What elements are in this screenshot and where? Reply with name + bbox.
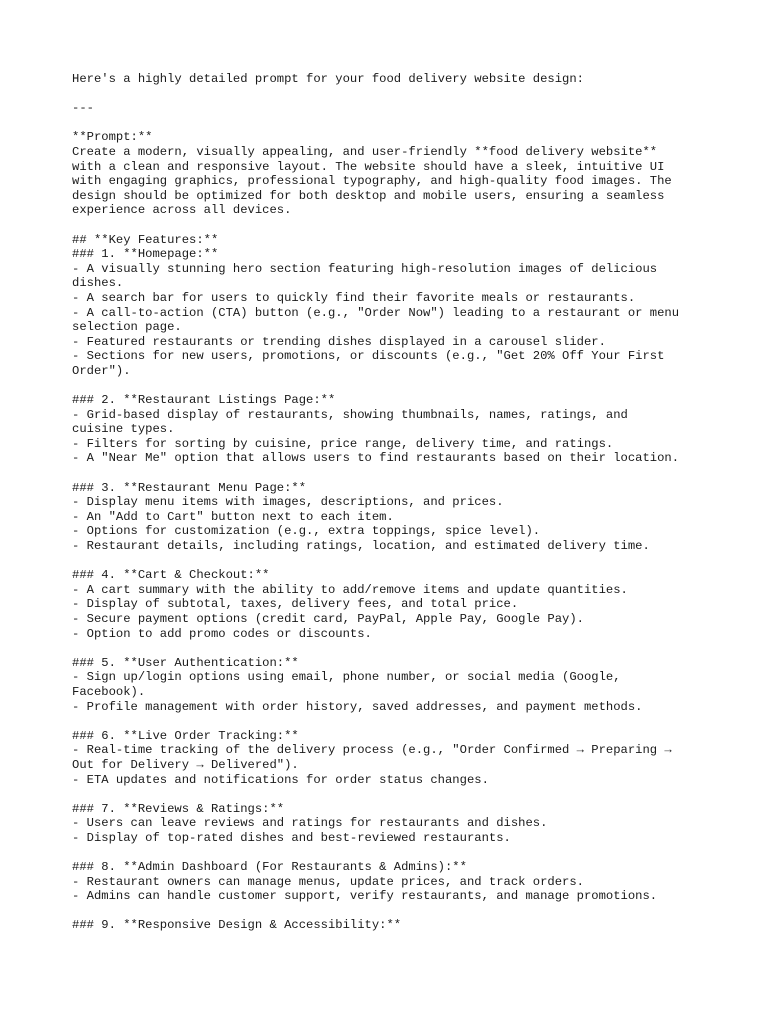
- subsection-heading-menu: ### 3. **Restaurant Menu Page:**: [72, 480, 307, 495]
- list-item: - A call-to-action (CTA) button (e.g., "Order Now") leading to a restaurant or menu: [72, 305, 680, 320]
- list-item-continuation: dishes.: [72, 276, 124, 291]
- list-item: - Users can leave reviews and ratings for restaurants and dishes.: [72, 816, 548, 831]
- list-item: - Sign up/login options using email, phone number, or social media (Google,: [72, 670, 621, 685]
- subsection-heading-auth: ### 5. **User Authentication:**: [72, 655, 299, 670]
- blank-line: [72, 554, 712, 569]
- prompt-text-line: design should be optimized for both desktop and mobile users, ensuring a seamless: [72, 188, 665, 203]
- list-item-continuation: Facebook).: [72, 684, 146, 699]
- blank-line: [72, 845, 712, 860]
- list-item: - Filters for sorting by cuisine, price range, delivery time, and ratings.: [72, 436, 614, 451]
- list-item: - A search bar for users to quickly find their favorite meals or restaurants.: [72, 290, 636, 305]
- list-item: - A visually stunning hero section featuring high-resolution images of delicious: [72, 261, 658, 276]
- list-item: - Sections for new users, promotions, or discounts (e.g., "Get 20% Off Your First: [72, 349, 665, 364]
- list-item: - Restaurant details, including ratings, location, and estimated delivery time.: [72, 539, 650, 553]
- blank-line: [72, 466, 712, 481]
- list-item: - Display menu items with images, descriptions, and prices.: [72, 495, 504, 510]
- list-item: - Options for customization (e.g., extra toppings, spice level).: [72, 524, 541, 539]
- blank-line: [72, 641, 712, 656]
- list-item: - An "Add to Cart" button next to each item.: [72, 509, 394, 524]
- list-item: - Display of top-rated dishes and best-reviewed restaurants.: [72, 830, 511, 845]
- subsection-heading-reviews: ### 7. **Reviews & Ratings:**: [72, 801, 285, 816]
- list-item: - Real-time tracking of the delivery process (e.g., "Order Confirmed → Preparing →: [72, 743, 672, 758]
- prompt-text-line: with a clean and responsive layout. The website should have a sleek, intuitive UI: [72, 159, 665, 174]
- blank-line: [72, 714, 712, 729]
- separator-line: ---: [72, 101, 94, 116]
- blank-line: [72, 116, 712, 131]
- list-item-continuation: cuisine types.: [72, 422, 175, 437]
- subsection-heading-responsive: ### 9. **Responsive Design & Accessibility:**: [72, 918, 402, 933]
- blank-line: [72, 787, 712, 802]
- list-item: - Featured restaurants or trending dishes displayed in a carousel slider.: [72, 334, 606, 349]
- subsection-heading-cart: ### 4. **Cart & Checkout:**: [72, 568, 270, 583]
- list-item: - Grid-based display of restaurants, showing thumbnails, names, ratings, and: [72, 407, 628, 422]
- list-item: - Profile management with order history, saved addresses, and payment methods.: [72, 699, 643, 714]
- list-item-continuation: Out for Delivery → Delivered").: [72, 757, 299, 772]
- prompt-text-line: experience across all devices.: [72, 203, 292, 218]
- list-item: - Secure payment options (credit card, PayPal, Apple Pay, Google Pay).: [72, 611, 584, 626]
- prompt-text-line: Create a modern, visually appealing, and user-friendly **food delivery website**: [72, 144, 658, 159]
- list-item: - Restaurant owners can manage menus, update prices, and track orders.: [72, 874, 584, 889]
- subsection-heading-homepage: ### 1. **Homepage:**: [72, 247, 219, 262]
- blank-line: [72, 87, 712, 102]
- list-item: - Admins can handle customer support, verify restaurants, and manage promotions.: [72, 889, 658, 904]
- prompt-text-line: with engaging graphics, professional typography, and high-quality food images. The: [72, 174, 672, 189]
- prompt-heading: **Prompt:**: [72, 130, 153, 145]
- subsection-heading-listings: ### 2. **Restaurant Listings Page:**: [72, 393, 336, 408]
- list-item: - A cart summary with the ability to add/remove items and update quantities.: [72, 582, 628, 597]
- list-item: - A "Near Me" option that allows users to find restaurants based on their location.: [72, 451, 680, 466]
- blank-line: [72, 378, 712, 393]
- blank-line: [72, 904, 712, 919]
- blank-line: [72, 218, 712, 233]
- subsection-heading-admin: ### 8. **Admin Dashboard (For Restaurants & Admins):**: [72, 860, 467, 875]
- intro-line: Here's a highly detailed prompt for your food delivery website design:: [72, 72, 584, 86]
- list-item: - Display of subtotal, taxes, delivery fees, and total price.: [72, 597, 519, 612]
- section-heading: ## **Key Features:**: [72, 232, 219, 247]
- list-item: - Option to add promo codes or discounts.: [72, 626, 372, 641]
- list-item-continuation: Order").: [72, 363, 131, 378]
- list-item: - ETA updates and notifications for order status changes.: [72, 772, 489, 787]
- list-item-continuation: selection page.: [72, 320, 182, 335]
- subsection-heading-tracking: ### 6. **Live Order Tracking:**: [72, 728, 299, 743]
- document-page: [72, 72, 712, 933]
